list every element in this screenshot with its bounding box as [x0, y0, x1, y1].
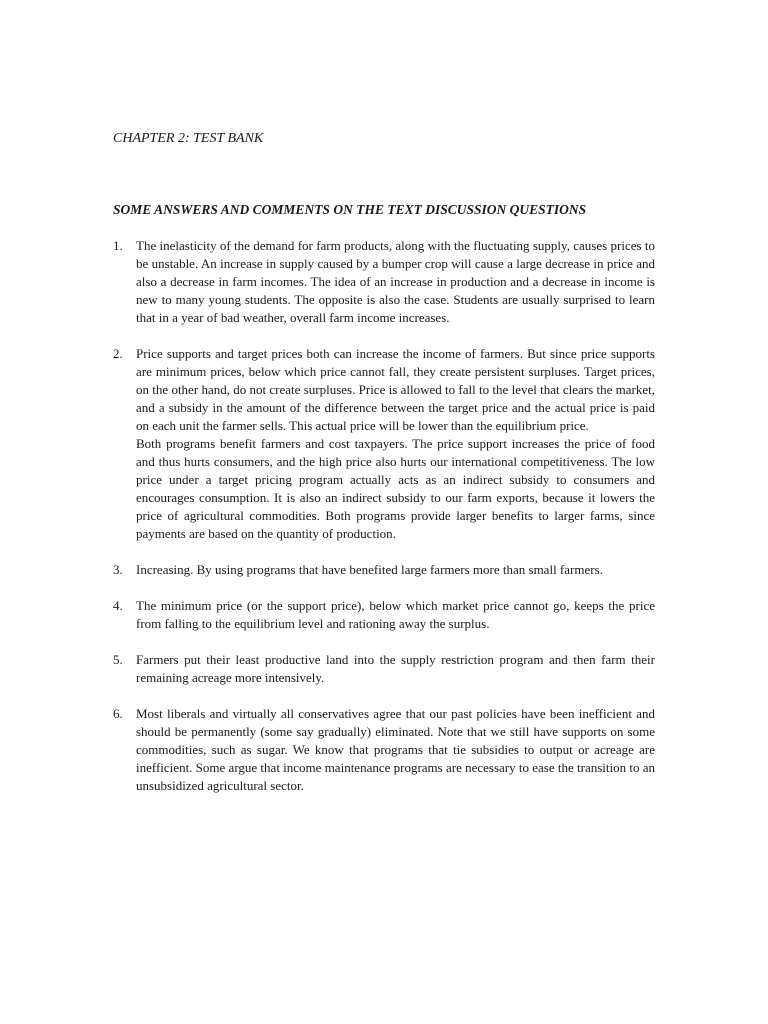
answer-number: 4.	[113, 598, 123, 613]
answer-list	[113, 237, 655, 813]
chapter-title: CHAPTER 2: TEST BANK	[113, 131, 264, 146]
answer-item-4	[113, 597, 655, 633]
section-heading: SOME ANSWERS AND COMMENTS ON THE TEXT DISCUSSION QUESTIONS	[113, 202, 587, 217]
answer-paragraph: The inelasticity of the demand for farm products, along with the fluctuating supply, causes prices to be unstable. An increase in supply caused by a bumper crop will cause a large decrease in price and also a decrease in farm incomes. The idea of an increase in production and a decrease in income is new to many young students. The opposite is also the case. Students are usually surprised to learn that in a year of bad weather, overall farm income increases.	[136, 238, 655, 325]
answer-item-5	[113, 651, 655, 687]
answer-number: 6.	[113, 706, 123, 721]
answer-number: 5.	[113, 652, 123, 667]
answer-number: 2.	[113, 346, 123, 361]
answer-item-6	[113, 705, 655, 795]
answer-number: 1.	[113, 238, 123, 253]
answer-paragraph: Most liberals and virtually all conservatives agree that our past policies have been inefficient and should be permanently (some say gradually) eliminated. Note that we still have supports on some commodities, such as sugar. We know that programs that tie subsidies to output or acreage are inefficient. Some argue that income maintenance programs are necessary to ease the transition to an unsubsidized agricultural sector.	[136, 706, 655, 793]
answer-paragraph: The minimum price (or the support price), below which market price cannot go, keeps the price from falling to the equilibrium level and rationing away the surplus.	[136, 598, 655, 631]
answer-number: 3.	[113, 562, 123, 577]
answer-paragraph: Price supports and target prices both can increase the income of farmers. But since price supports are minimum prices, below which price cannot fall, they create persistent surpluses. Target prices, on the other hand, do not create surpluses. Price is allowed to fall to the level that clears the market, and a subsidy in the amount of the difference between the target price and the actual price is paid on each unit the farmer sells. This actual price will be lower than the equilibrium price.	[136, 346, 655, 433]
answer-item-3	[113, 561, 655, 579]
answer-item-1	[113, 237, 655, 327]
answer-paragraph: Farmers put their least productive land into the supply restriction program and then farm their remaining acreage more intensively.	[136, 652, 655, 685]
answer-paragraph: Both programs benefit farmers and cost taxpayers. The price support increases the price of food and thus hurts consumers, and the high price also hurts our international competitiveness. The low price under a target pricing program actually acts as an indirect subsidy to consumers and encourages consumption. It is also an indirect subsidy to our farm exports, because it lowers the price of agricultural commodities. Both programs provide larger benefits to larger farms, since payments are based on the quantity of production.	[136, 436, 655, 541]
answer-item-2	[113, 345, 655, 543]
answer-paragraph: Increasing. By using programs that have benefited large farmers more than small farmers.	[136, 562, 603, 577]
